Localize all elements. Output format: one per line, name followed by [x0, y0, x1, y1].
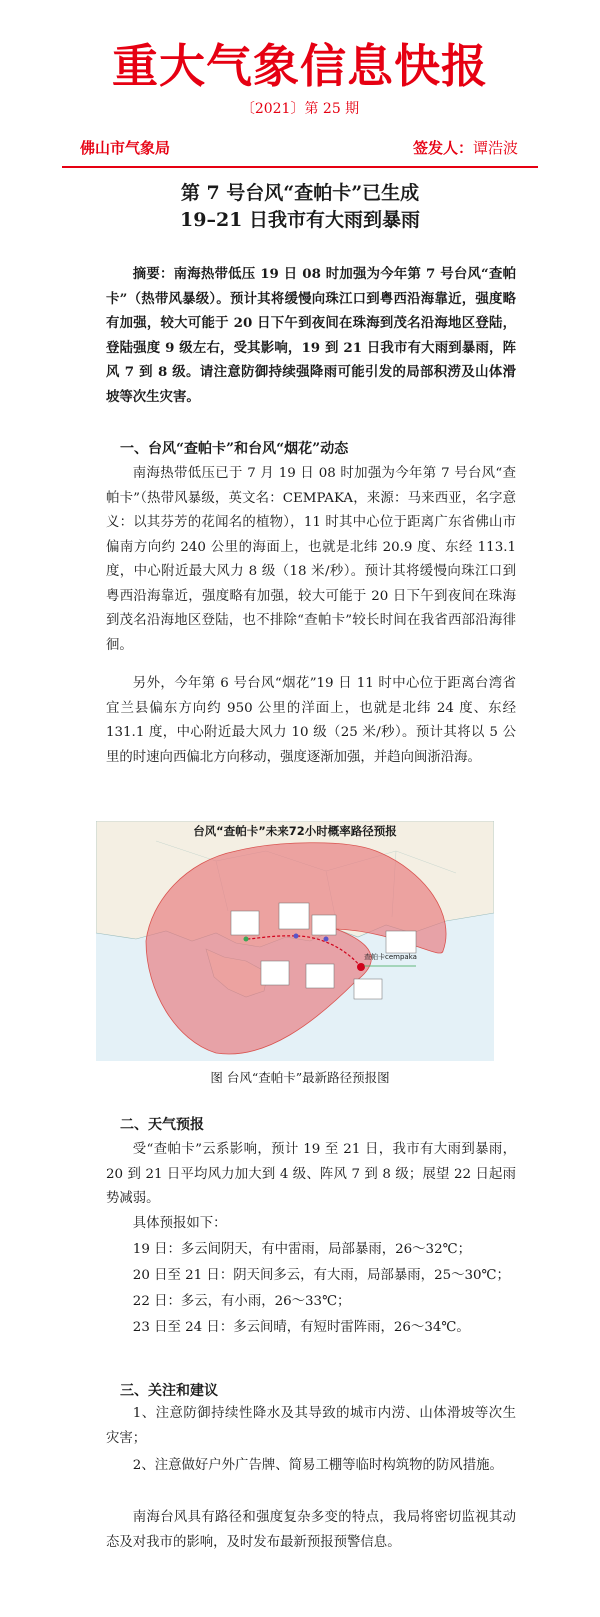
forecast-day-4: 23 日至 24 日：多云间晴，有短时雷阵雨，26～34℃。	[132, 1320, 470, 1335]
info-box-4	[261, 961, 289, 985]
info-box-7	[354, 979, 382, 999]
forecast-intro: 具体预报如下：	[132, 1216, 227, 1231]
title-line-1: 第 7 号台风“查帕卡”已生成	[180, 182, 420, 204]
map-title: 台风“查帕卡”未来72小时概率路径预报	[193, 824, 397, 838]
info-box-5	[306, 964, 334, 988]
header-rule	[62, 166, 538, 168]
section2-heading: 二、天气预报	[120, 1117, 204, 1133]
track-point-2	[294, 934, 299, 939]
abstract-paragraph: 摘要：南海热带低压 19 日 08 时加强为今年第 7 号台风“查帕卡”（热带风暴级）。预计其将缓慢向珠江口到粤西沿海靠近，强度略有加强，较大可能于 20 日下午到夜间在珠海到茂名沿海地区登陆，登陆强度 9 级左右，受其影响，19 到 21 日我市有大雨到暴雨，阵风 7 到 8 级。请注意防御持续强降雨可能引发的局部积涝及山体滑坡等次生灾害。	[106, 266, 516, 405]
section1-heading: 一、台风“查帕卡”和台风“烟花”动态	[120, 441, 349, 457]
forecast-day-1: 19 日：多云间阴天，有中雷雨，局部暴雨，26～32℃；	[132, 1242, 471, 1257]
info-box-2	[279, 903, 309, 929]
forecast-day-2: 20 日至 21 日：阴天间多云，有大雨，局部暴雨，25～30℃；	[132, 1268, 510, 1283]
info-box-3	[312, 915, 336, 935]
section3-heading: 三、关注和建议	[120, 1383, 218, 1399]
track-point-1	[324, 937, 329, 942]
typhoon-track-map	[96, 821, 494, 1061]
agency-name: 佛山市气象局	[80, 139, 171, 157]
section1-paragraph-2: 另外，今年第 6 号台风“烟花”19 日 11 时中心位于距离台湾省宜兰县偏东方向约 950 公里的洋面上，也就是北纬 24 度、东经 131.1 度，中心附近最大风力 10 级（25 米/秒）。预计其将以 5 公里的时速向西偏北方向移动，强度逐渐加强，并趋向闽浙沿海。	[106, 676, 516, 765]
document-title	[0, 180, 600, 234]
map-svg	[96, 821, 494, 1061]
current-position-marker	[357, 963, 365, 971]
title-line-2: 19–21 日我市有大雨到暴雨	[180, 209, 420, 231]
advice-item-1: 1、注意防御持续性降水及其导致的城市内涝、山体滑坡等次生灾害；	[106, 1406, 516, 1446]
signer	[413, 137, 518, 158]
signer-name: 谭浩波	[472, 139, 518, 157]
info-box-6	[386, 931, 416, 953]
masthead: 重大气象信息快报	[112, 39, 488, 93]
track-point-3	[244, 937, 249, 942]
section1-paragraph-1: 南海热带低压已于 7 月 19 日 08 时加强为今年第 7 号台风“查帕卡”（热带风暴级，英文名：CEMPAKA，来源：马来西亚，名字意义：以其芬芳的花闻名的植物），11 时其中心位于距离广东省佛山市偏南方向约 240 公里的海面上，也就是北纬 20.9 度、东经 113.1 度，中心附近最大风力 8 级（18 米/秒）。预计其将缓慢向珠江口到粤西沿海靠近，强度略有加强，较大可能于 20 日下午到夜间在珠海到茂名沿海地区登陆，也不排除“查帕卡”较长时间在我省西部沿海徘徊。	[106, 466, 516, 653]
forecast-day-3: 22 日：多云，有小雨，26～33℃；	[132, 1294, 351, 1309]
info-box-1	[231, 911, 259, 935]
storm-label: 查帕卡cempaka	[364, 953, 417, 961]
advice-item-2: 2、注意做好户外广告牌、简易工棚等临时构筑物的防风措施。	[132, 1458, 503, 1473]
figure-caption: 图 台风“查帕卡”最新路径预报图	[210, 1070, 390, 1085]
signer-label: 签发人：	[412, 139, 473, 157]
issue-number: 〔2021〕第 25 期	[240, 101, 360, 117]
section2-paragraph: 受“查帕卡”云系影响，预计 19 至 21 日，我市有大雨到暴雨，20 到 21 日平均风力加大到 4 级、阵风 7 到 8 级；展望 22 日起雨势减弱。	[106, 1142, 516, 1206]
closing-paragraph: 南海台风具有路径和强度复杂多变的特点，我局将密切监视其动态及对我市的影响，及时发布最新预报预警信息。	[106, 1510, 516, 1550]
